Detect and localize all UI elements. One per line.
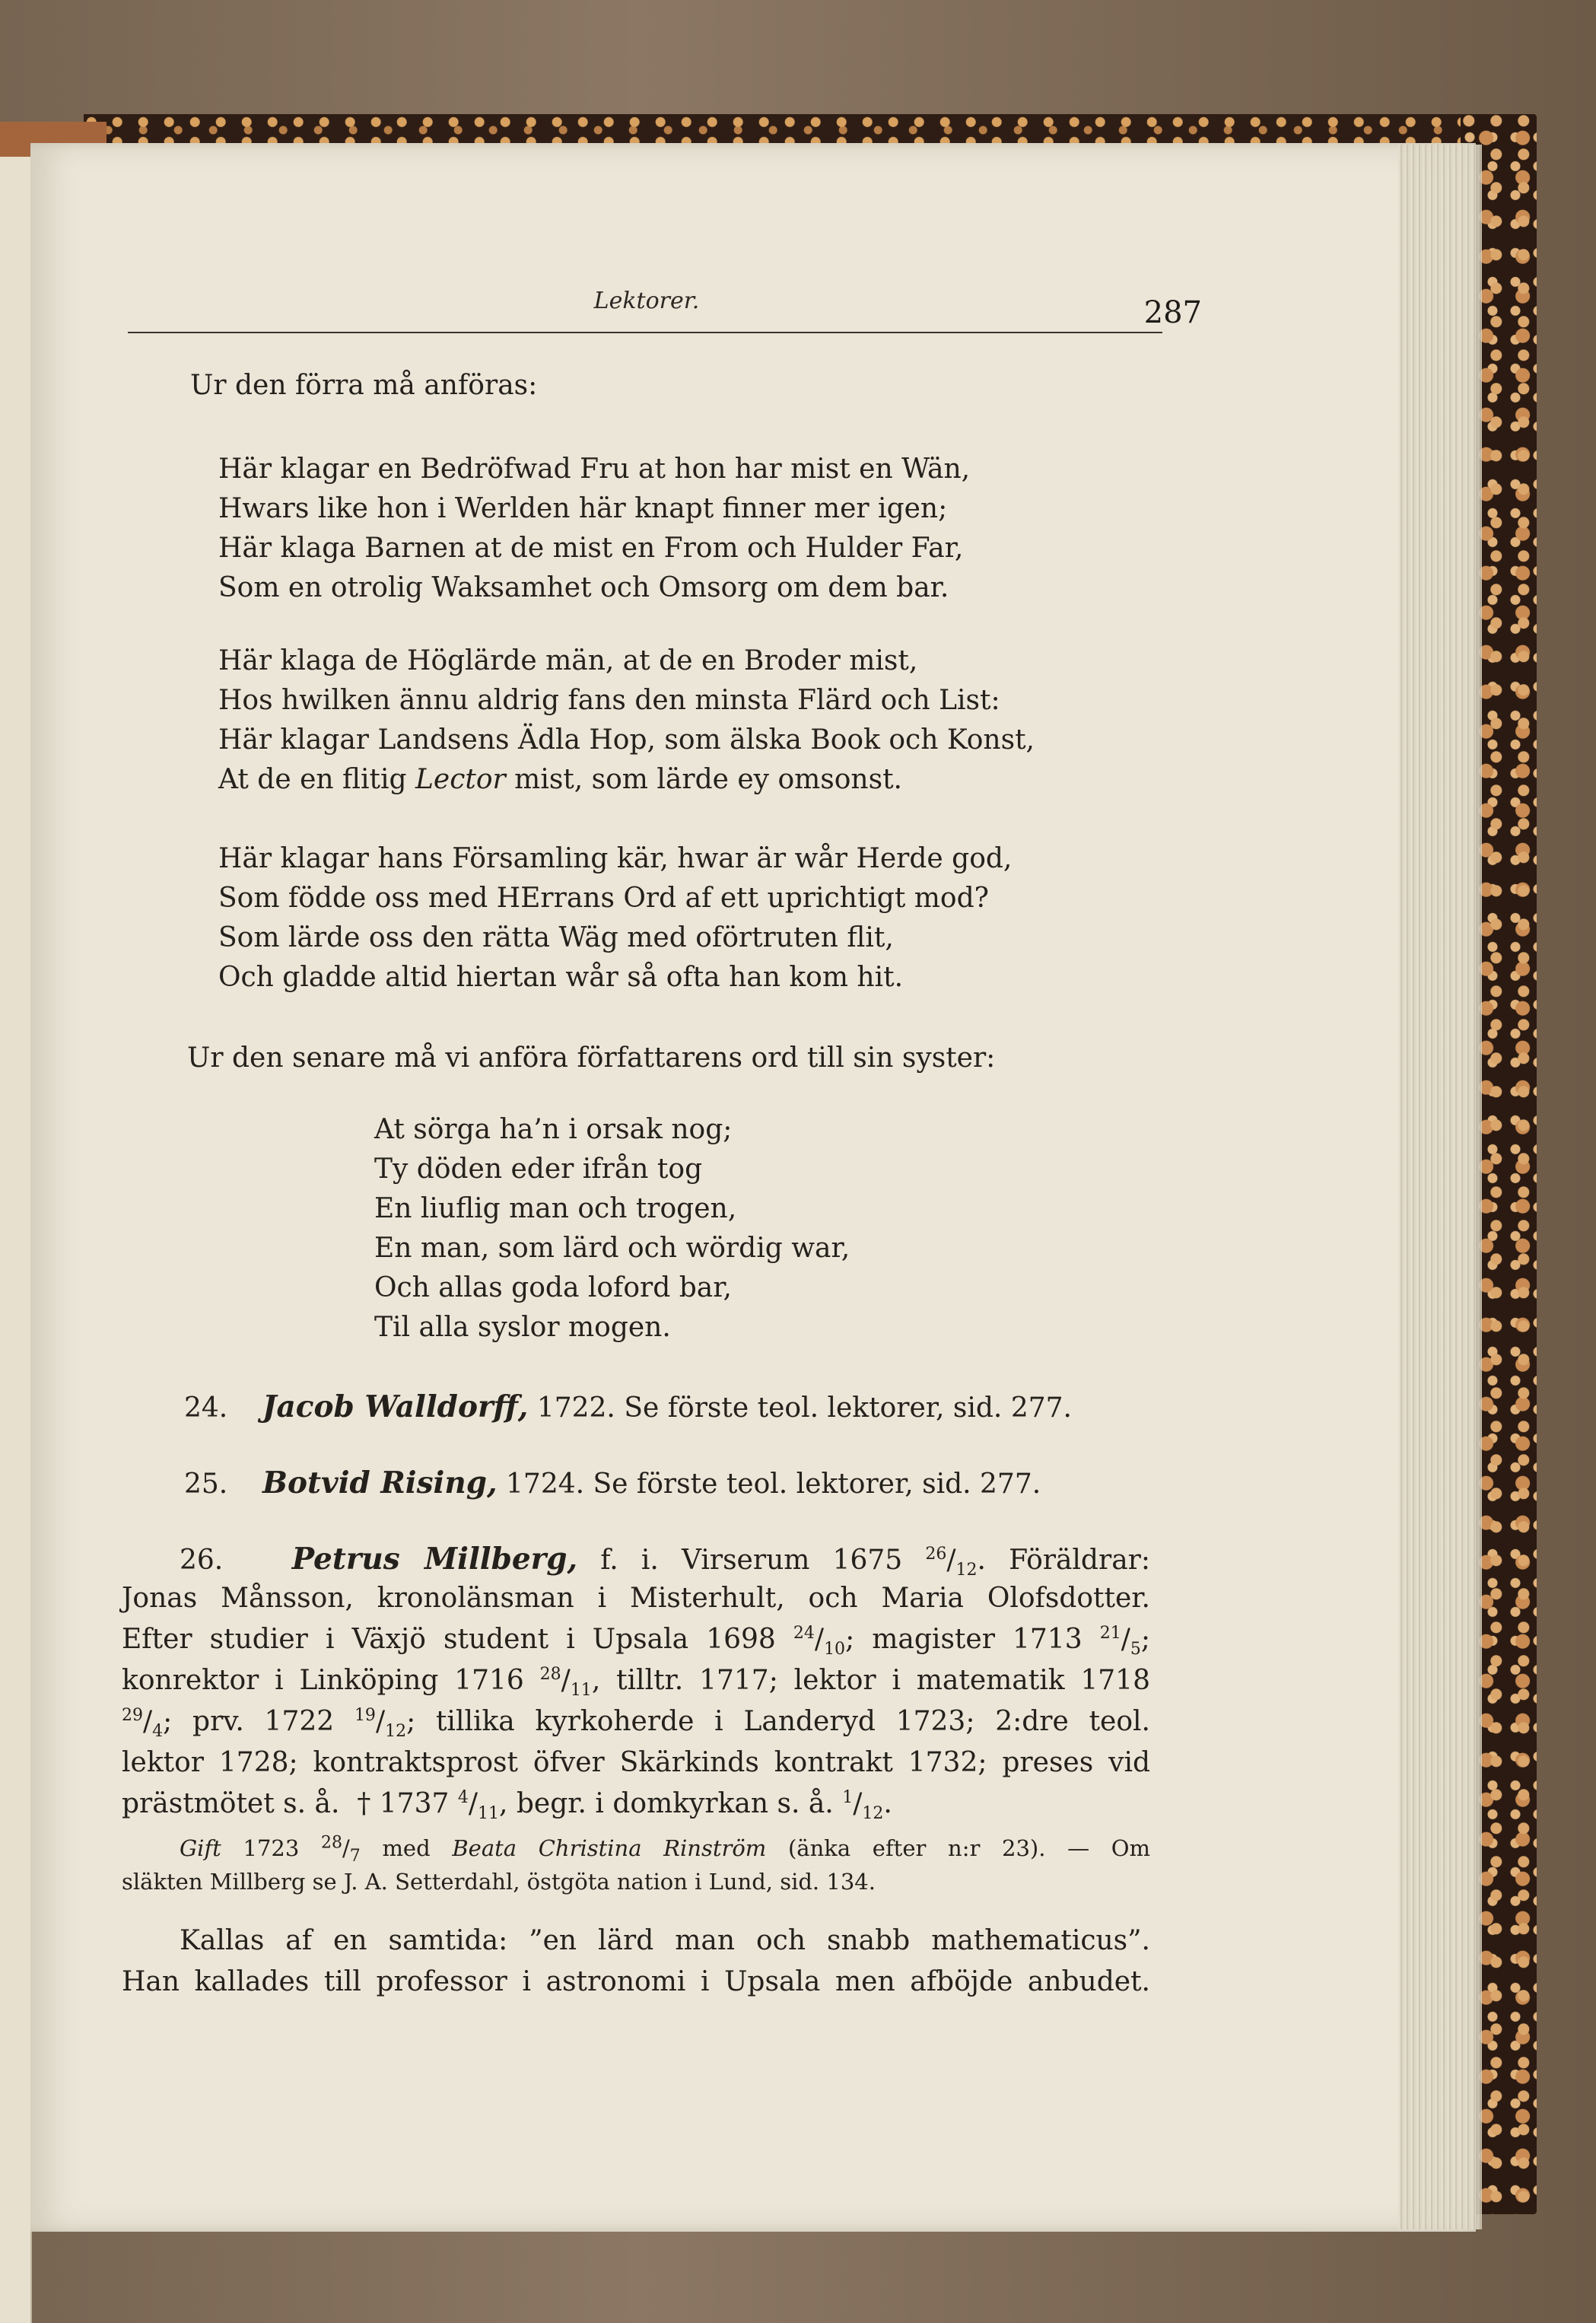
poem2-line: En man, som lärd och wördig war, bbox=[374, 1233, 850, 1264]
poem2-line: At sörga ha’n i orsak nog; bbox=[374, 1114, 733, 1145]
entry-26-line: $^{29}/_4$; prv. 1722 $^{19}/_{12}$; tillika kyrkoherde i Landeryd 1723; 2:dre teol. bbox=[122, 1706, 1150, 1742]
entry-26-line: 26. Petrus Millberg, f. i. Virserum 1675 $^{26}/_{12}$. Föräldrar: bbox=[180, 1542, 1150, 1580]
entry-26-line: Efter studier i Växjö student i Upsala 1698 $^{24}/_{10}$; magister 1713 $^{21}/_5$; bbox=[122, 1624, 1151, 1660]
poem-line: Här klaga Barnen at de mist en From och Hulder Far, bbox=[218, 533, 964, 564]
entry-26-line: Jonas Månsson, kronolänsman i Misterhult, och Maria Olofsdotter. bbox=[122, 1583, 1150, 1614]
running-header: Lektorer. bbox=[593, 288, 700, 314]
entry-name: Botvid Rising, bbox=[262, 1465, 498, 1500]
entry-25: 25. Botvid Rising, 1724. Se förste teol. lektorer, sid. 277. bbox=[184, 1465, 1041, 1500]
previous-page-edge bbox=[0, 122, 32, 2323]
note-line: släkten Millberg se J. A. Setterdahl, östgöta nation i Lund, sid. 134. bbox=[122, 1869, 876, 1895]
poem-line: Här klagar en Bedröfwad Fru at hon har mist en Wän, bbox=[218, 453, 971, 485]
poem-line: At de en flitig Lector mist, som lärde ey omsonst. bbox=[218, 764, 902, 795]
poem-line: Hwars like hon i Werlden här knapt finner mer igen; bbox=[218, 493, 948, 524]
poem2-line: Ty döden eder ifrån tog bbox=[374, 1154, 703, 1185]
poem-line: Hos hwilken ännu aldrig fans den minsta Flärd och List: bbox=[218, 685, 1000, 716]
entry-26-line: prästmötet s. å. † 1737 $^4/_{11}$, begr. i domkyrkan s. å. $^1/_{12}$. bbox=[122, 1788, 892, 1824]
poem2-line: En liuflig man och trogen, bbox=[374, 1193, 737, 1224]
entry-26-line: lektor 1728; kontraktsprost öfver Skärkinds kontrakt 1732; preses vid bbox=[122, 1747, 1150, 1778]
entry-name: Petrus Millberg, bbox=[291, 1542, 578, 1577]
lector-italic: Lector bbox=[415, 764, 506, 795]
intro-line: Ur den förra må anföras: bbox=[190, 370, 538, 401]
intro2-line: Ur den senare må vi anföra författarens ord till sin syster: bbox=[187, 1042, 996, 1074]
note-line: Gift 1723 $^{28}/_7$ med Beata Christina Rinström (änka efter n:r 23). — Om bbox=[180, 1833, 1151, 1866]
wife-name: Beata Christina Rinström bbox=[452, 1835, 767, 1861]
poem-line: Och gladde altid hiertan wår så ofta han kom hit. bbox=[218, 962, 904, 993]
poem2-line: Til alla syslor mogen. bbox=[374, 1312, 671, 1343]
header-rule bbox=[128, 332, 1162, 333]
poem-line: Här klagar Landsens Ädla Hop, som älska Book och Konst, bbox=[218, 724, 1035, 756]
poem-line: Som lärde oss den rätta Wäg med oförtruten flit, bbox=[218, 922, 894, 953]
poem-line: Som födde oss med HErrans Ord af ett uprichtigt mod? bbox=[218, 883, 989, 914]
entry-24: 24. Jacob Walldorff, 1722. Se förste teol. lektorer, sid. 277. bbox=[184, 1389, 1072, 1424]
dagger-symbol: † bbox=[357, 1788, 371, 1819]
poem-line: Här klaga de Höglärde män, at de en Broder mist, bbox=[218, 645, 918, 676]
entry-name: Jacob Walldorff, bbox=[262, 1389, 529, 1424]
poem-line: Här klagar hans Församling kär, hwar är wår Herde god, bbox=[218, 843, 1013, 874]
page-stack-edges bbox=[1398, 145, 1482, 2229]
poem2-line: Och allas goda loford bar, bbox=[374, 1272, 732, 1303]
page-number: 287 bbox=[1143, 295, 1202, 330]
poem-line: Som en otrolig Waksamhet och Omsorg om dem bar. bbox=[218, 572, 949, 603]
entry-26-line: konrektor i Linköping 1716 $^{28}/_{11}$, tilltr. 1717; lektor i matematik 1718 bbox=[122, 1665, 1150, 1701]
closing-line: Kallas af en samtida: ”en lärd man och snabb mathematicus”. bbox=[180, 1925, 1150, 1956]
closing-line: Han kallades till professor i astronomi i Upsala men afböjde anbudet. bbox=[122, 1966, 1150, 1997]
